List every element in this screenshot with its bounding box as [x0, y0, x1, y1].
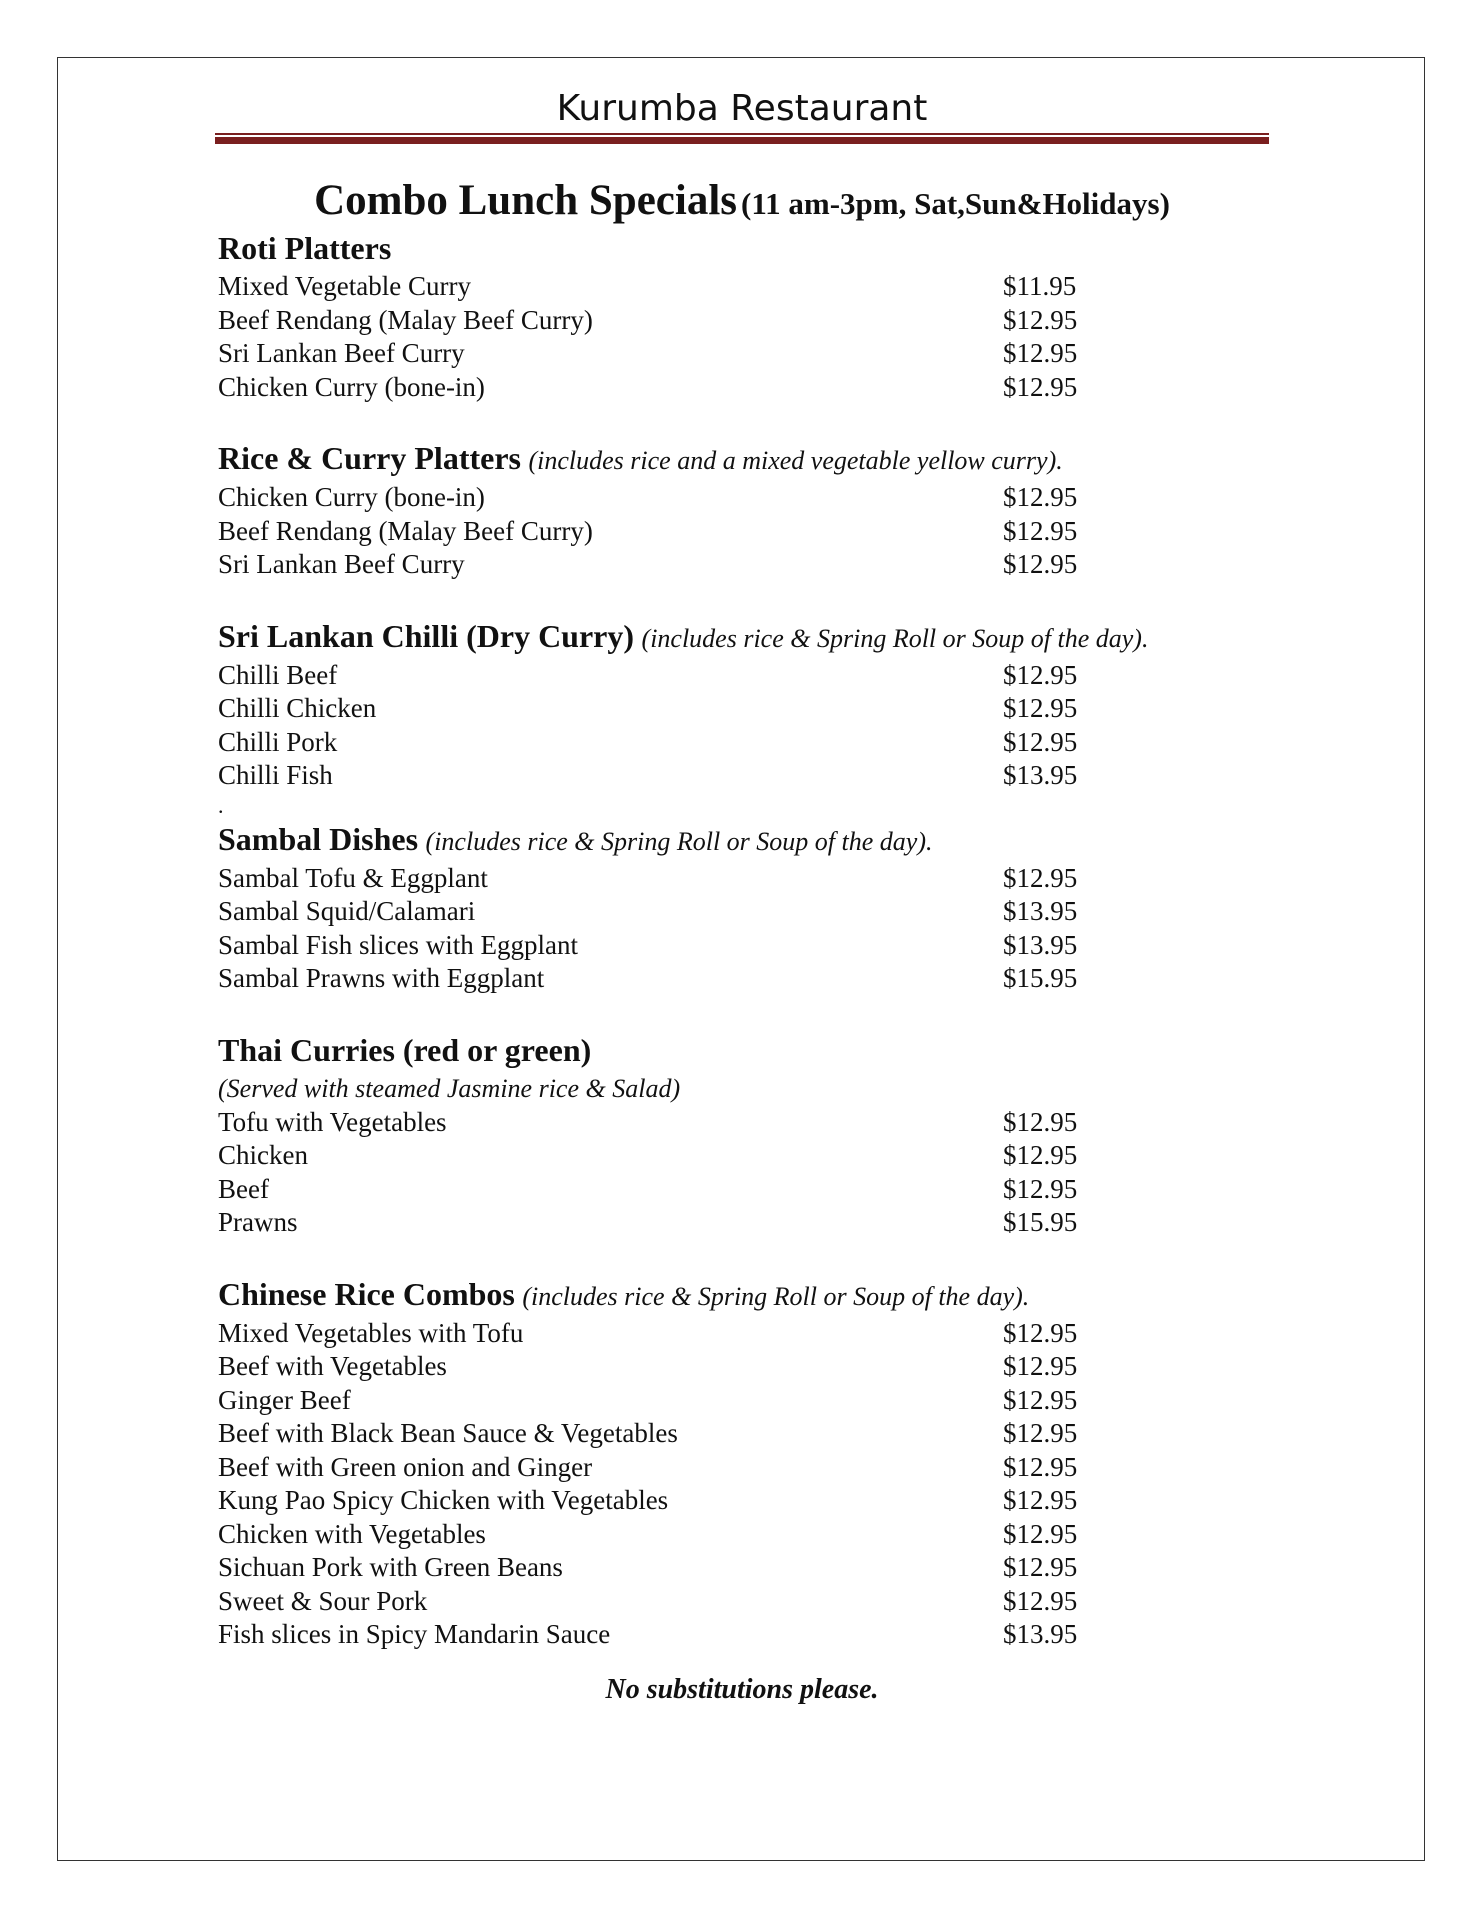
item-price: $13.95	[1003, 760, 1078, 790]
item-price: $12.95	[1003, 693, 1078, 723]
menu-item	[218, 371, 1248, 405]
menu-item	[218, 659, 1248, 693]
menu-item	[218, 929, 1248, 963]
item-price: $12.95	[1003, 862, 1078, 893]
menu-section-rice-curry-platters	[218, 438, 1248, 582]
item-name: Sri Lankan Beef Curry	[218, 338, 465, 368]
section-note: (includes rice & Spring Roll or Soup of the day).	[641, 623, 1149, 653]
section-header	[218, 819, 1248, 862]
item-name: Chicken	[218, 1140, 308, 1170]
footer-note: No substitutions please.	[605, 1674, 879, 1705]
item-name: Beef with Vegetables	[218, 1351, 447, 1381]
item-name: Chilli Pork	[218, 726, 338, 757]
item-price: $12.95	[1003, 1106, 1078, 1137]
item-price: $11.95	[1003, 271, 1077, 301]
item-name: Beef with Black Bean Sauce & Vegetables	[218, 1418, 678, 1448]
item-name: Sambal Tofu & Eggplant	[218, 862, 488, 893]
menu-item	[218, 1551, 1248, 1585]
menu-item	[218, 862, 1248, 896]
section-title: Chinese Rice Combos	[218, 1275, 515, 1312]
menu-item	[218, 759, 1248, 793]
menu-content	[218, 228, 1248, 1686]
item-price: $12.95	[1003, 515, 1078, 546]
item-name: Sambal Prawns with Eggplant	[218, 963, 545, 993]
menu-section-roti-platters	[218, 228, 1248, 404]
item-price: $15.95	[1003, 963, 1078, 993]
section-title: Thai Curries (red or green)	[218, 1031, 592, 1068]
item-name: Sichuan Pork with Green Beans	[218, 1552, 563, 1582]
item-price: $12.95	[1003, 482, 1078, 512]
item-price: $12.95	[1003, 1518, 1078, 1549]
item-price: $13.95	[1003, 896, 1078, 926]
menu-section-sri-lankan-chilli	[218, 616, 1248, 819]
item-name: Sambal Squid/Calamari	[218, 896, 476, 926]
menu-item	[218, 895, 1248, 929]
menu-item	[218, 1139, 1248, 1173]
item-price: $12.95	[1003, 726, 1078, 757]
item-name: Kung Pao Spicy Chicken with Vegetables	[218, 1485, 669, 1515]
menu-item	[218, 1206, 1248, 1240]
section-header	[218, 1274, 1248, 1317]
menu-item	[218, 270, 1248, 304]
item-price: $12.95	[1003, 1140, 1078, 1170]
item-name: Sambal Fish slices with Eggplant	[218, 929, 578, 960]
menu-title-hours: (11 am-3pm, Sat,Sun&Holidays)	[741, 186, 1170, 221]
header-rule-thick	[215, 137, 1269, 144]
section-note: (includes rice and a mixed vegetable yellow curry).	[528, 446, 1063, 475]
menu-item	[218, 1417, 1248, 1451]
item-name: Beef	[218, 1173, 269, 1204]
item-name: Ginger Beef	[218, 1384, 351, 1415]
menu-section-sambal-dishes	[218, 819, 1248, 996]
item-name: Beef Rendang (Malay Beef Curry)	[218, 304, 593, 335]
item-name: Chilli Beef	[218, 659, 338, 690]
item-name: Tofu with Vegetables	[218, 1106, 447, 1137]
item-price: $12.95	[1003, 1317, 1078, 1348]
menu-item	[218, 337, 1248, 371]
item-price: $15.95	[1003, 1207, 1078, 1237]
menu-item	[218, 1518, 1248, 1552]
menu-item	[218, 515, 1248, 549]
section-title: Sambal Dishes	[218, 820, 419, 857]
menu-item	[218, 1350, 1248, 1384]
menu-item	[218, 1317, 1248, 1351]
item-price: $12.95	[1003, 1384, 1078, 1415]
section-title: Roti Platters	[218, 230, 392, 266]
section-header	[218, 1030, 1248, 1072]
item-name: Fish slices in Spicy Mandarin Sauce	[218, 1619, 611, 1649]
menu-item	[218, 692, 1248, 726]
section-header	[218, 228, 1248, 270]
item-name: Chicken Curry (bone-in)	[218, 482, 485, 512]
menu-item	[218, 1618, 1248, 1652]
item-price: $12.95	[1003, 1173, 1078, 1204]
item-price: $12.95	[1003, 549, 1078, 579]
menu-item	[218, 962, 1248, 996]
menu-item	[218, 1384, 1248, 1418]
menu-item	[218, 1106, 1248, 1140]
item-name: Sweet & Sour Pork	[218, 1585, 428, 1616]
item-price: $13.95	[1003, 929, 1078, 960]
item-price: $13.95	[1003, 1619, 1078, 1649]
menu-item	[218, 1484, 1248, 1518]
section-header	[218, 438, 1248, 481]
item-name: Beef with Green onion and Ginger	[218, 1451, 593, 1482]
section-title: Sri Lankan Chilli (Dry Curry)	[218, 617, 635, 654]
item-name: Beef Rendang (Malay Beef Curry)	[218, 515, 593, 546]
section-title: Rice & Curry Platters	[218, 440, 521, 476]
menu-section-chinese-rice-combos	[218, 1274, 1248, 1652]
item-price: $12.95	[1003, 1552, 1078, 1582]
menu-item	[218, 1451, 1248, 1485]
item-price: $12.95	[1003, 338, 1078, 368]
item-price: $12.95	[1003, 1351, 1078, 1381]
item-name: Prawns	[218, 1207, 298, 1237]
restaurant-name: Kurumba Restaurant	[556, 88, 928, 129]
item-name: Mixed Vegetable Curry	[218, 271, 471, 301]
item-price: $12.95	[1003, 1418, 1078, 1448]
item-name: Chicken Curry (bone-in)	[218, 371, 485, 402]
item-price: $12.95	[1003, 1585, 1078, 1616]
item-name: Chicken with Vegetables	[218, 1518, 486, 1549]
item-name: Sri Lankan Beef Curry	[218, 549, 465, 579]
section-note: (Served with steamed Jasmine rice & Salad)	[218, 1073, 681, 1103]
menu-item	[218, 481, 1248, 515]
item-name: Mixed Vegetables with Tofu	[218, 1317, 524, 1348]
item-price: $12.95	[1003, 371, 1078, 402]
menu-item	[218, 304, 1248, 338]
stray-period: .	[218, 792, 224, 818]
item-price: $12.95	[1003, 1451, 1078, 1482]
menu-item	[218, 548, 1248, 582]
menu-title	[0, 176, 1484, 225]
item-name: Chilli Fish	[218, 760, 333, 790]
menu-section-thai-curries	[218, 1030, 1248, 1240]
section-note: (includes rice & Spring Roll or Soup of the day).	[522, 1281, 1030, 1311]
item-price: $12.95	[1003, 659, 1078, 690]
section-header	[218, 616, 1248, 659]
menu-title-main: Combo Lunch Specials	[314, 177, 738, 224]
item-price: $12.95	[1003, 1485, 1078, 1515]
item-price: $12.95	[1003, 304, 1078, 335]
header-rule-thin	[215, 133, 1269, 135]
item-name: Chilli Chicken	[218, 693, 377, 723]
menu-item	[218, 726, 1248, 760]
menu-item	[218, 1585, 1248, 1619]
section-note: (includes rice & Spring Roll or Soup of the day).	[425, 826, 933, 856]
menu-item	[218, 1173, 1248, 1207]
